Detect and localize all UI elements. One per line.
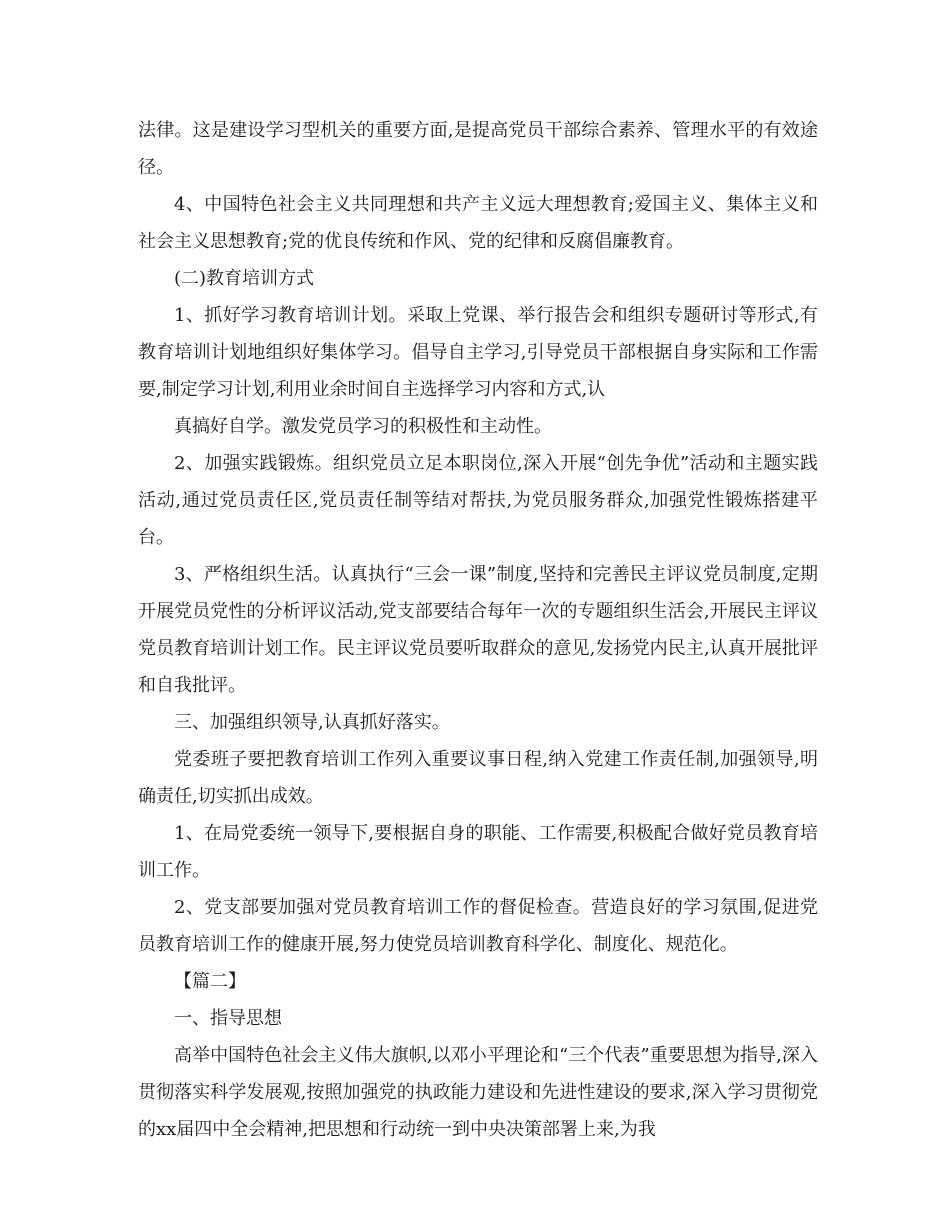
paragraph: 高举中国特色社会主义伟大旗帜,以邓小平理论和“三个代表”重要思想为指导,深入贯彻落实科学发展观,按照加强党的执政能力建设和先进性建设的要求,深入学习贯彻党的xx届四中全会精神,把思想和行动统一到中央决策部署上来,为我	[138, 1045, 818, 1140]
paragraph: 3、严格组织生活。认真执行“三会一课”制度,坚持和完善民主评议党员制度,定期开展党员党性的分析评议活动,党支部要结合每年一次的专题组织生活会,开展民主评议党员教育培训计划工作。民主评议党员要听取群众的意见,发扬党内民主,认真开展批评和自我批评。	[138, 564, 818, 696]
paragraph: 2、党支部要加强对党员教育培训工作的督促检查。营造良好的学习氛围,促进党员教育培训工作的健康开展,努力使党员培训教育科学化、制度化、规范化。	[138, 897, 818, 955]
document-body	[138, 112, 818, 1148]
paragraph: 法律。这是建设学习型机关的重要方面,是提高党员干部综合素养、管理水平的有效途径。	[138, 120, 818, 178]
paragraph: 4、中国特色社会主义共同理想和共产主义远大理想教育;爱国主义、集体主义和社会主义思想教育;党的优良传统和作风、党的纪律和反腐倡廉教育。	[138, 194, 818, 252]
part-heading: 【篇二】	[174, 971, 246, 992]
paragraph: 党委班子要把教育培训工作列入重要议事日程,纳入党建工作责任制,加强领导,明确责任,切实抓出成效。	[138, 749, 818, 807]
paragraph: 1、在局党委统一领导下,要根据自身的职能、工作需要,积极配合做好党员教育培训工作。	[138, 823, 818, 881]
section-heading: (二)教育培训方式	[174, 268, 315, 289]
paragraph: 1、抓好学习教育培训计划。采取上党课、举行报告会和组织专题研讨等形式,有教育培训计划地组织好集体学习。倡导自主学习,引导党员干部根据自身实际和工作需要,制定学习计划,利用业余时间自主选择学习内容和方式,认	[138, 305, 818, 400]
paragraph: 真搞好自学。激发党员学习的积极性和主动性。	[174, 416, 552, 437]
paragraph: 2、加强实践锻炼。组织党员立足本职岗位,深入开展“创先争优”活动和主题实践活动,通过党员责任区,党员责任制等结对帮扶,为党员服务群众,加强党性锻炼搭建平台。	[138, 453, 818, 548]
section-heading: 一、指导思想	[174, 1008, 282, 1029]
section-heading: 三、加强组织领导,认真抓好落实。	[174, 712, 450, 733]
